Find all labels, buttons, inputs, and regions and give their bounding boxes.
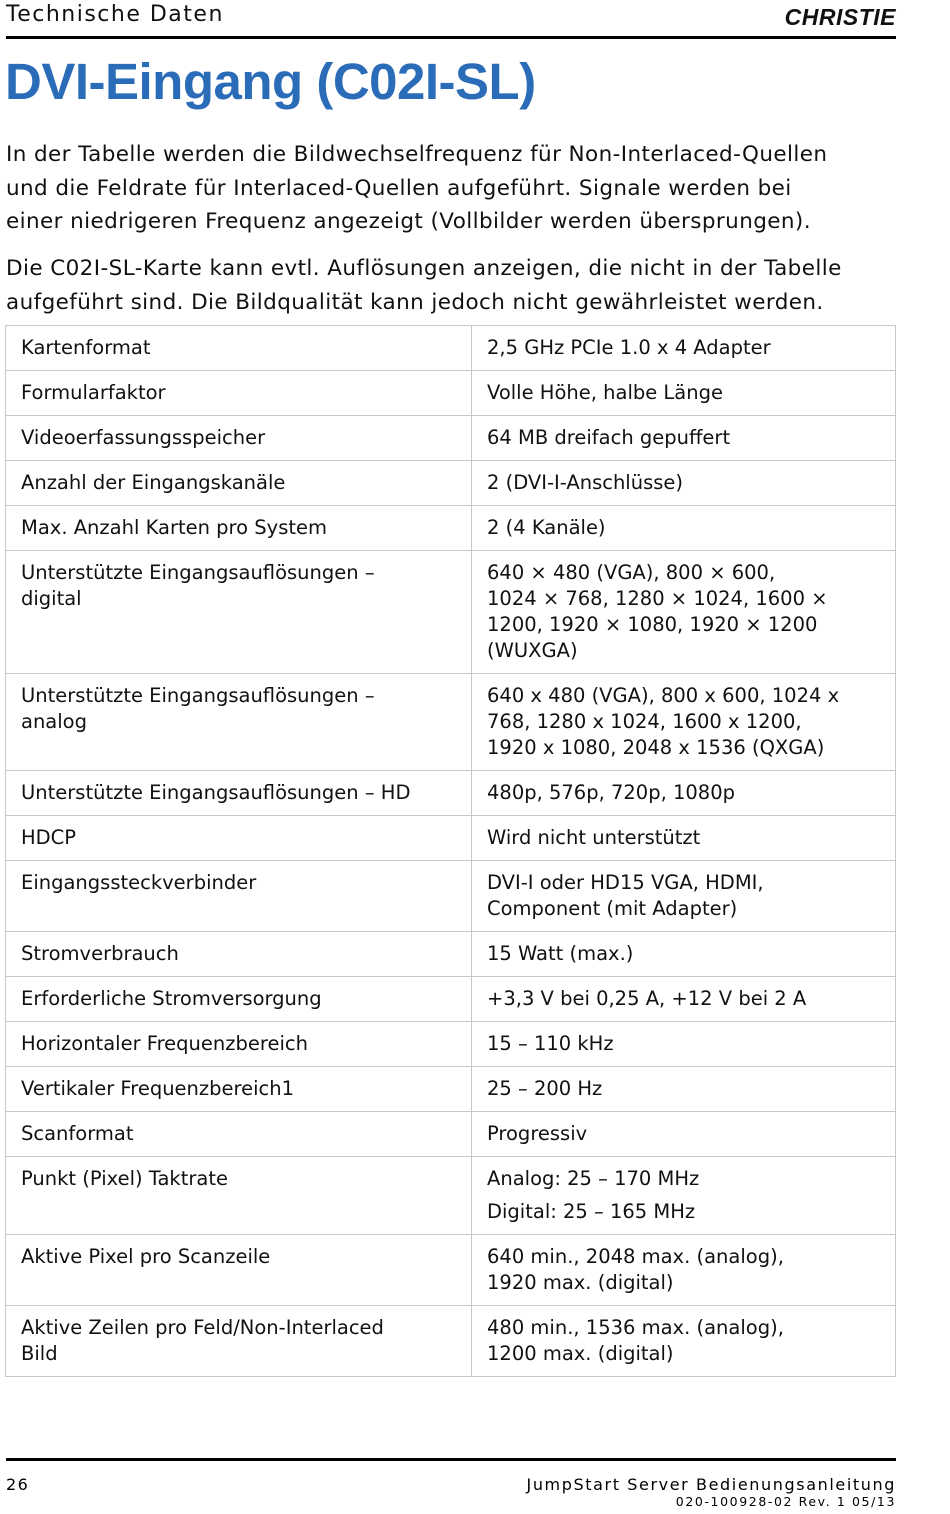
spec-value-line: +3,3 V bei 0,25 A, +12 V bei 2 A xyxy=(487,987,807,1010)
spec-label-cell xyxy=(6,1112,472,1157)
spec-value-line: 1200, 1920 × 1080, 1920 × 1200 xyxy=(487,613,818,636)
spec-label-cell xyxy=(6,371,472,416)
spec-label-line: Unterstützte Eingangsauflösungen – xyxy=(21,684,375,707)
spec-value-line: 640 × 480 (VGA), 800 × 600, xyxy=(487,561,776,584)
spec-value-line: 480p, 576p, 720p, 1080p xyxy=(487,781,735,804)
spec-value-line: 15 Watt (max.) xyxy=(487,942,634,965)
christie-logo: CHRISTIE xyxy=(784,4,896,30)
spec-value-cell xyxy=(472,416,896,461)
page-title: DVI-Eingang (C02I-SL) xyxy=(5,53,536,110)
spec-label-line: Anzahl der Eingangskanäle xyxy=(21,471,286,494)
spec-value-line: 640 x 480 (VGA), 800 x 600, 1024 x xyxy=(487,684,840,707)
table-row xyxy=(6,674,896,771)
spec-label-cell xyxy=(6,506,472,551)
spec-value-line: 1200 max. (digital) xyxy=(487,1342,674,1365)
spec-label-line: Stromverbrauch xyxy=(21,942,179,965)
spec-value-cell xyxy=(472,1235,896,1306)
spec-value-line: Wird nicht unterstützt xyxy=(487,826,701,849)
document-revision: 020-100928-02 Rev. 1 05/13 xyxy=(675,1494,896,1509)
spec-table xyxy=(5,325,896,1377)
spec-value-cell xyxy=(472,1022,896,1067)
spec-value-line: 480 min., 1536 max. (analog), xyxy=(487,1316,784,1339)
intro-paragraph-1 xyxy=(6,138,906,239)
spec-label-cell xyxy=(6,861,472,932)
spec-label-cell xyxy=(6,1022,472,1067)
spec-table-body xyxy=(6,326,896,1377)
table-row xyxy=(6,326,896,371)
spec-value-cell xyxy=(472,861,896,932)
spec-value-line: 768, 1280 x 1024, 1600 x 1200, xyxy=(487,710,802,733)
spec-label-cell xyxy=(6,1235,472,1306)
table-row xyxy=(6,861,896,932)
spec-label-line: Erforderliche Stromversorgung xyxy=(21,987,322,1010)
table-row xyxy=(6,932,896,977)
intro-1-line: In der Tabelle werden die Bildwechselfrequenz für Non-Interlaced-Quellen xyxy=(6,142,828,167)
spec-label-cell xyxy=(6,977,472,1022)
footer-rule xyxy=(6,1458,896,1461)
spec-label-cell xyxy=(6,932,472,977)
spec-value-line: 2 (DVI-I-Anschlüsse) xyxy=(487,471,684,494)
table-row xyxy=(6,506,896,551)
table-row xyxy=(6,1235,896,1306)
spec-value-cell xyxy=(472,326,896,371)
spec-value-line: 1024 × 768, 1280 × 1024, 1600 × xyxy=(487,587,828,610)
table-row xyxy=(6,416,896,461)
spec-label-cell xyxy=(6,1157,472,1235)
table-row xyxy=(6,771,896,816)
intro-2-line: Die C02I-SL-Karte kann evtl. Auflösungen anzeigen, die nicht in der Tabelle xyxy=(6,256,842,281)
spec-value-cell xyxy=(472,461,896,506)
table-row xyxy=(6,371,896,416)
spec-value-line: Analog: 25 – 170 MHz xyxy=(487,1167,700,1190)
spec-value-cell xyxy=(472,506,896,551)
spec-label-line: Unterstützte Eingangsauflösungen – xyxy=(21,561,375,584)
spec-label-cell xyxy=(6,674,472,771)
spec-value-line: 640 min., 2048 max. (analog), xyxy=(487,1245,784,1268)
spec-label-line: Formularfaktor xyxy=(21,381,166,404)
spec-label-cell xyxy=(6,461,472,506)
document-title: JumpStart Server Bedienungsanleitung xyxy=(526,1475,896,1494)
spec-label-line: Max. Anzahl Karten pro System xyxy=(21,516,327,539)
spec-label-line: Bild xyxy=(21,1342,58,1365)
spec-label-line: digital xyxy=(21,587,82,610)
table-row xyxy=(6,1157,896,1235)
intro-paragraph-2 xyxy=(6,252,906,319)
intro-1-line: und die Feldrate für Interlaced-Quellen aufgeführt. Signale werden bei xyxy=(6,175,792,201)
spec-value-cell xyxy=(472,371,896,416)
spec-value-cell xyxy=(472,1112,896,1157)
spec-value-cell xyxy=(472,1157,896,1235)
spec-value-line: DVI-I oder HD15 VGA, HDMI, xyxy=(487,871,764,894)
spec-label-line: Punkt (Pixel) Taktrate xyxy=(21,1167,228,1190)
spec-value-line: Digital: 25 – 165 MHz xyxy=(487,1200,696,1223)
spec-label-cell xyxy=(6,1067,472,1112)
spec-value-line: 1920 x 1080, 2048 x 1536 (QXGA) xyxy=(487,736,825,759)
table-row xyxy=(6,551,896,674)
spec-value-cell xyxy=(472,1306,896,1377)
spec-value-line: 25 – 200 Hz xyxy=(487,1077,603,1100)
spec-label-line: Unterstützte Eingangsauflösungen – HD xyxy=(21,781,411,804)
spec-label-cell xyxy=(6,1306,472,1377)
spec-label-line: Horizontaler Frequenzbereich xyxy=(21,1032,308,1055)
spec-label-line: Scanformat xyxy=(21,1122,134,1145)
spec-label-cell xyxy=(6,816,472,861)
spec-label-line: analog xyxy=(21,710,87,733)
spec-value-line: Progressiv xyxy=(487,1122,588,1145)
intro-2-line: aufgeführt sind. Die Bildqualität kann jedoch nicht gewährleistet werden. xyxy=(6,289,824,315)
page-number: 26 xyxy=(6,1475,30,1494)
spec-value-line: (WUXGA) xyxy=(487,639,578,662)
spec-value-cell xyxy=(472,551,896,674)
table-row xyxy=(6,1022,896,1067)
spec-label-line: Vertikaler Frequenzbereich1 xyxy=(21,1077,295,1100)
table-row xyxy=(6,1112,896,1157)
spec-label-cell xyxy=(6,551,472,674)
table-row xyxy=(6,461,896,506)
spec-label-line: HDCP xyxy=(21,826,77,849)
spec-value-cell xyxy=(472,977,896,1022)
spec-label-cell xyxy=(6,416,472,461)
table-row xyxy=(6,816,896,861)
spec-label-line: Videoerfassungsspeicher xyxy=(21,426,266,449)
spec-label-line: Aktive Pixel pro Scanzeile xyxy=(21,1245,271,1268)
spec-value-line: 15 – 110 kHz xyxy=(487,1032,614,1055)
section-label: Technische Daten xyxy=(6,2,224,27)
spec-label-cell xyxy=(6,326,472,371)
table-row xyxy=(6,1067,896,1112)
spec-value-line: 1920 max. (digital) xyxy=(487,1271,674,1294)
spec-label-line: Eingangssteckverbinder xyxy=(21,871,257,894)
spec-value-line: 2,5 GHz PCIe 1.0 x 4 Adapter xyxy=(487,336,771,359)
table-row xyxy=(6,1306,896,1377)
spec-value-cell xyxy=(472,932,896,977)
spec-value-cell xyxy=(472,816,896,861)
spec-value-line: Volle Höhe, halbe Länge xyxy=(487,381,723,404)
spec-label-cell xyxy=(6,771,472,816)
page-header xyxy=(6,0,896,39)
spec-label-line: Aktive Zeilen pro Feld/Non-Interlaced xyxy=(21,1316,384,1339)
spec-value-cell xyxy=(472,771,896,816)
spec-label-line: Kartenformat xyxy=(21,336,151,359)
spec-value-line: 64 MB dreifach gepuffert xyxy=(487,426,731,449)
spec-value-line: Component (mit Adapter) xyxy=(487,897,738,920)
spec-value-line: 2 (4 Kanäle) xyxy=(487,516,606,539)
intro-1-line: einer niedrigeren Frequenz angezeigt (Vollbilder werden übersprungen). xyxy=(6,209,811,234)
table-row xyxy=(6,977,896,1022)
spec-value-cell xyxy=(472,674,896,771)
spec-value-cell xyxy=(472,1067,896,1112)
